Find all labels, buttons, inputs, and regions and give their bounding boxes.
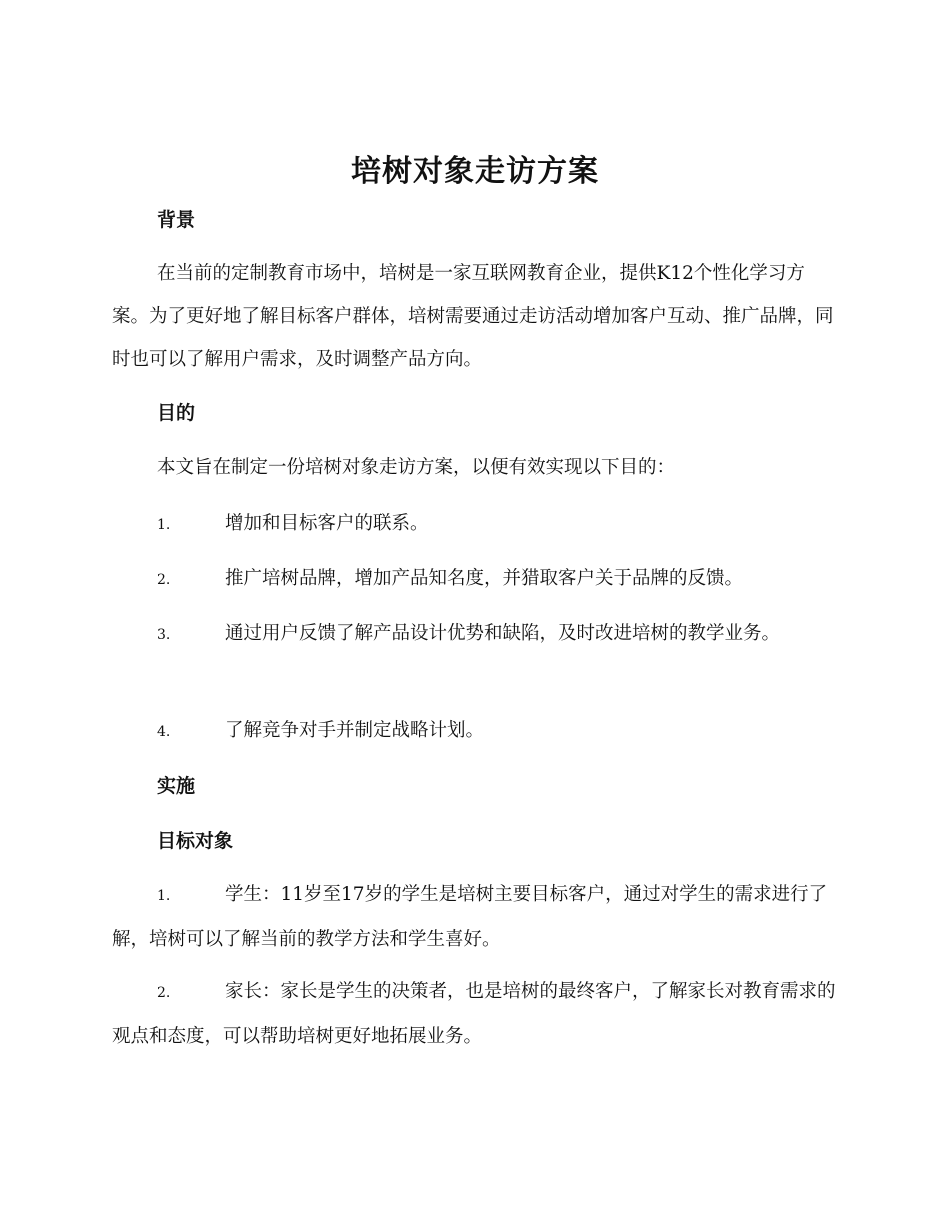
list-item-text: 推广培树品牌，增加产品知名度，并猎取客户关于品牌的反馈。: [225, 568, 744, 589]
purpose-list-item: [112, 612, 837, 657]
heading-targets: 目标对象: [157, 830, 234, 852]
purpose-list-item: [112, 709, 837, 754]
list-number: 1.: [157, 888, 171, 904]
purpose-list-item: [112, 557, 837, 602]
list-number: 2.: [157, 572, 171, 588]
background-paragraph: 在当前的定制教育市场中，培树是一家互联网教育企业，提供K12个性化学习方案。为了更好地了解目标客户群体，培树需要通过走访活动增加客户互动、推广品牌，同时也可以了解用户需求，及时调整产品方向。: [112, 263, 834, 370]
list-number: 1.: [157, 517, 171, 533]
list-item-text: 增加和目标客户的联系。: [225, 513, 429, 534]
target-list-item: [112, 873, 837, 961]
list-item-text: 学生：11岁至17岁的学生是培树主要目标客户，通过对学生的需求进行了解，培树可以了解当前的教学方法和学生喜好。: [112, 884, 828, 950]
heading-purpose: 目的: [157, 402, 196, 424]
list-item-text: 家长：家长是学生的决策者，也是培树的最终客户，了解家长对教育需求的观点和态度，可以帮助培树更好地拓展业务。: [112, 981, 836, 1047]
document-title: 培树对象走访方案: [351, 154, 599, 189]
list-number: 3.: [157, 627, 171, 643]
purpose-list-item: [112, 502, 837, 547]
heading-implementation: 实施: [157, 775, 196, 797]
list-number: 2.: [157, 985, 171, 1001]
heading-background: 背景: [157, 209, 196, 231]
list-number: 4.: [157, 724, 171, 740]
purpose-intro: 本文旨在制定一份培树对象走访方案，以便有效实现以下目的：: [157, 457, 676, 478]
target-list-item: [112, 970, 837, 1058]
list-item-text: 通过用户反馈了解产品设计优势和缺陷，及时改进培树的教学业务。: [225, 623, 781, 644]
list-item-text: 了解竞争对手并制定战略计划。: [225, 720, 485, 741]
